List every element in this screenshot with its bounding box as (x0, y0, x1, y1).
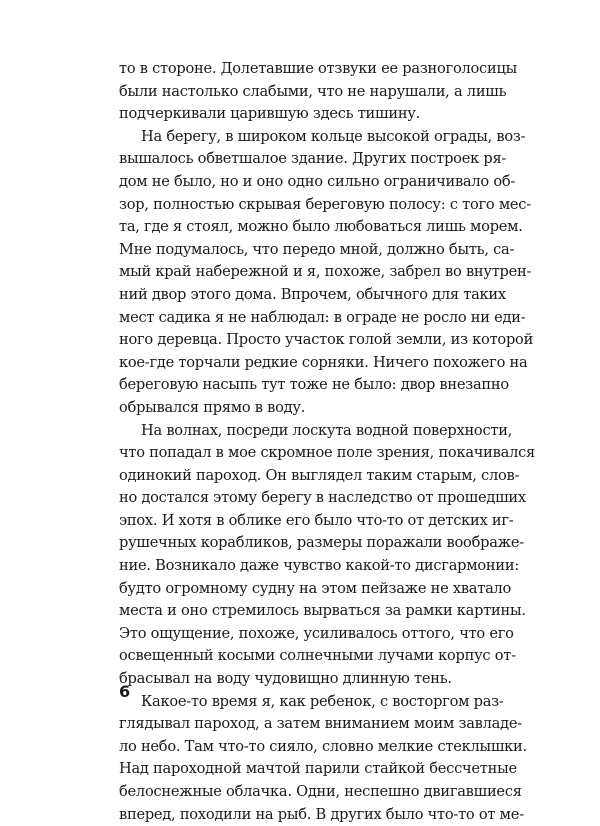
text-line: мый край набережной и я, похоже, забрел во внутрен- (119, 263, 532, 281)
text-line: Мне подумалось, что передо мной, должно быть, са- (119, 240, 515, 258)
text-line: Над пароходной мачтой парили стайкой бессчетные (119, 760, 517, 778)
text-line: вперед, походили на рыб. В других было что-то от ме- (119, 805, 524, 823)
text-line: На волнах, посреди лоскута водной поверхности, (141, 421, 513, 439)
text-line: обрывался прямо в воду. (119, 398, 306, 416)
text-line: береговую насыпь тут тоже не было: двор внезапно (119, 376, 509, 394)
text-line: ний двор этого дома. Впрочем, обычного для таких (119, 285, 506, 303)
text-line: что попадал в мое скромное поле зрения, покачивался (119, 444, 535, 462)
text-line: брасывал на воду чудовищно длинную тень. (119, 670, 452, 688)
text-line: кое-где торчали редкие сорняки. Ничего похожего на (119, 353, 528, 371)
text-line: Какое-то время я, как ребенок, с восторгом раз- (141, 692, 504, 710)
text-line: ло небо. Там что-то сияло, словно мелкие стеклышки. (119, 737, 527, 755)
text-line: мест садика я не наблюдал: в ограде не росло ни еди- (119, 308, 526, 326)
text-line: эпох. И хотя в облике его было что-то от детских иг- (119, 511, 514, 529)
text-line: будто огромному судну на этом пейзаже не хватало (119, 579, 512, 597)
text-line: места и оно стремилось вырваться за рамки картины. (119, 602, 526, 620)
text-line: белоснежные облачка. Одни, неспешно двигавшиеся (119, 783, 522, 800)
text-line: вышалось обветшалое здание. Других построек ря- (119, 150, 507, 168)
text-line: одинокий пароход. Он выглядел таким старым, слов- (119, 466, 520, 484)
text-line: ного деревца. Просто участок голой земли, из которой (119, 331, 534, 349)
text-line: то в стороне. Долетавшие отзвуки ее разноголосицы (119, 60, 517, 77)
text-line: подчеркивали царившую здесь тишину. (119, 105, 421, 123)
text-line: Это ощущение, похоже, усиливалось оттого, что его (119, 624, 514, 642)
page-number: 6 (119, 682, 131, 701)
body-text (119, 58, 535, 826)
text-line: рушечных корабликов, размеры поражали воображе- (119, 534, 524, 552)
text-line: На берегу, в широком кольце высокой ограды, воз- (141, 127, 526, 145)
text-line: та, где я стоял, можно было любоваться лишь морем. (119, 218, 523, 236)
text-line: освещенный косыми солнечными лучами корпус от- (119, 647, 516, 665)
text-line: зор, полностью скрывая береговую полосу: с того мес- (119, 195, 531, 213)
text-line: но достался этому берегу в наследство от прошедших (119, 489, 526, 507)
text-line: глядывал пароход, а затем вниманием моим завладе- (119, 715, 522, 733)
text-line: дом не было, но и оно одно сильно ограничивало об- (119, 172, 516, 190)
text-line: ние. Возникало даже чувство какой-то дисгармонии: (119, 557, 519, 575)
text-line: были настолько слабыми, что не нарушали, а лишь (119, 82, 507, 100)
